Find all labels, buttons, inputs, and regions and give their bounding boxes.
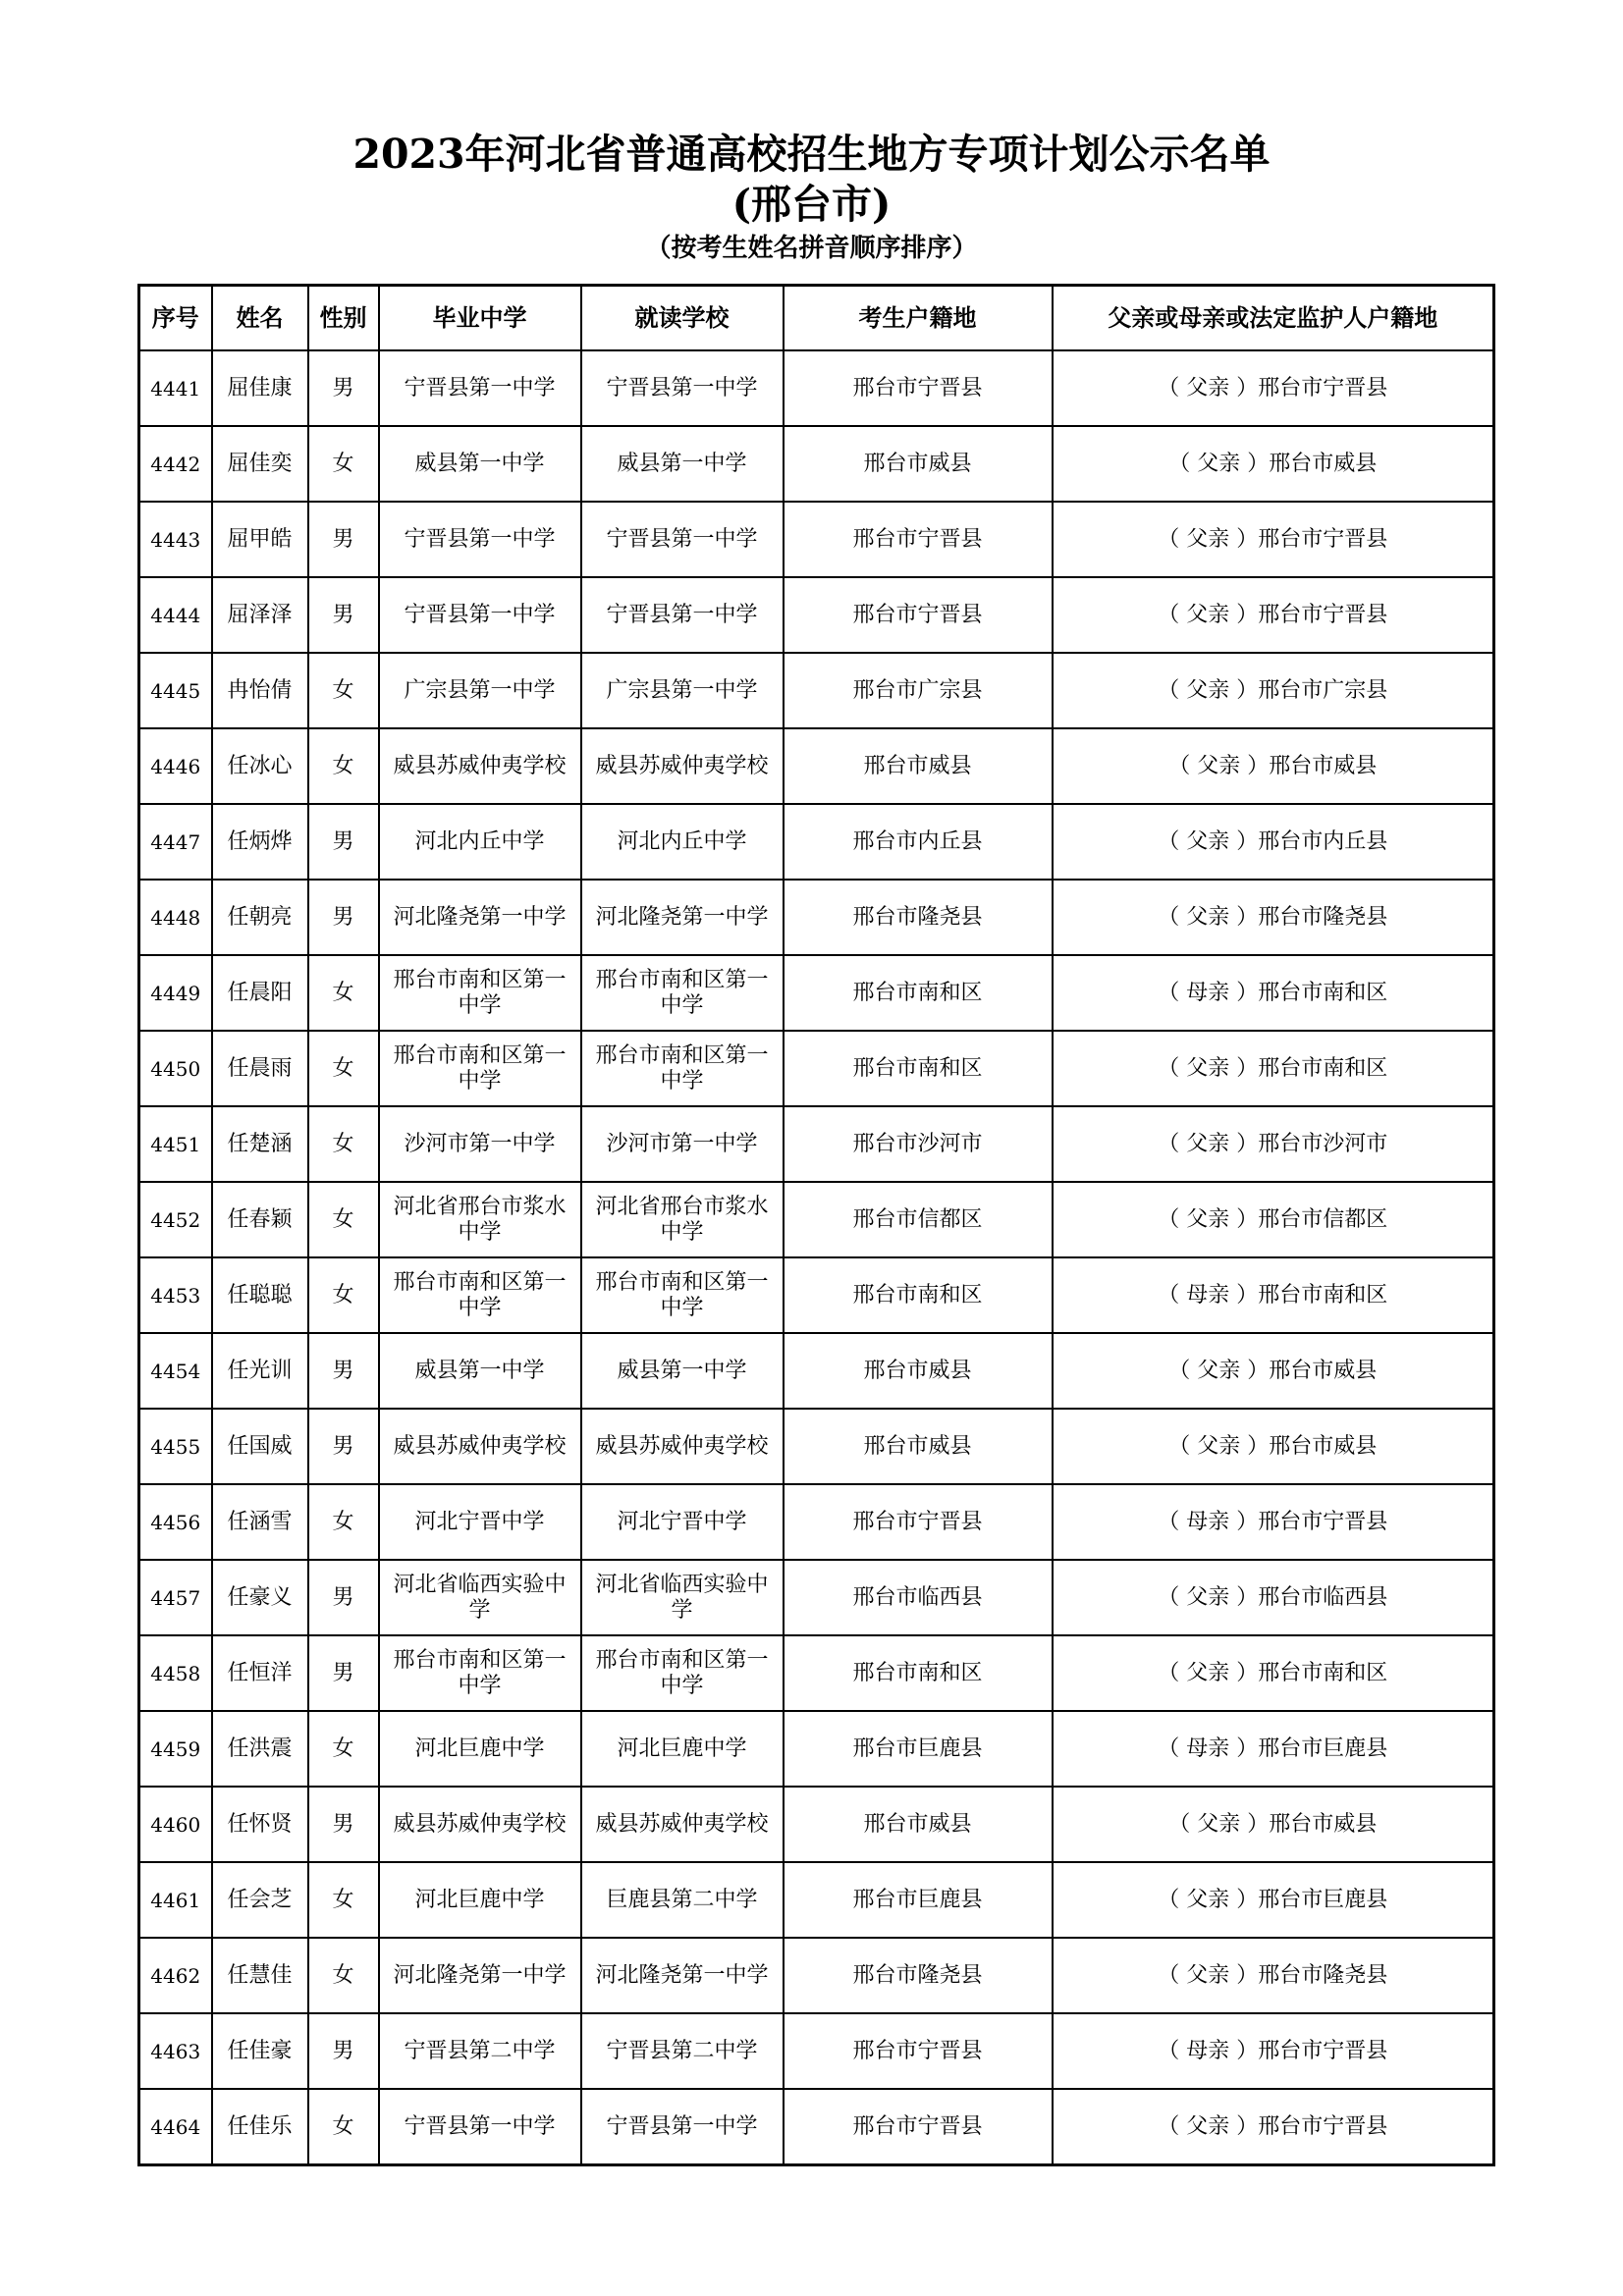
cell-name: 任冰心	[212, 728, 308, 804]
cell-guardian-registration: （ 父亲 ）邢台市宁晋县	[1053, 2089, 1494, 2165]
table-row	[139, 2089, 1494, 2165]
table-row	[139, 1257, 1494, 1333]
cell-household-registration: 邢台市信都区	[784, 1182, 1053, 1257]
cell-gender: 男	[308, 502, 379, 577]
header-name: 姓名	[212, 286, 308, 351]
cell-gender: 男	[308, 2013, 379, 2089]
cell-current-school: 沙河市第一中学	[581, 1106, 784, 1182]
cell-seq: 4442	[139, 426, 212, 502]
cell-gender: 男	[308, 350, 379, 426]
cell-graduation-school: 邢台市南和区第一中学	[379, 1257, 581, 1333]
cell-seq: 4459	[139, 1711, 212, 1787]
cell-current-school: 宁晋县第一中学	[581, 350, 784, 426]
table-row	[139, 728, 1494, 804]
cell-name: 任佳乐	[212, 2089, 308, 2165]
cell-gender: 女	[308, 653, 379, 728]
cell-graduation-school: 威县苏威仲夷学校	[379, 1409, 581, 1484]
table-row	[139, 426, 1494, 502]
cell-seq: 4458	[139, 1635, 212, 1711]
cell-gender: 男	[308, 1409, 379, 1484]
cell-gender: 女	[308, 955, 379, 1031]
table-row	[139, 577, 1494, 653]
cell-graduation-school: 宁晋县第一中学	[379, 502, 581, 577]
table-row	[139, 1787, 1494, 1862]
table-row	[139, 350, 1494, 426]
cell-graduation-school: 河北内丘中学	[379, 804, 581, 880]
cell-seq: 4463	[139, 2013, 212, 2089]
document-subtitle: (邢台市)	[731, 181, 892, 228]
cell-graduation-school: 宁晋县第一中学	[379, 2089, 581, 2165]
cell-guardian-registration: （ 母亲 ）邢台市巨鹿县	[1053, 1711, 1494, 1787]
cell-graduation-school: 邢台市南和区第一中学	[379, 1031, 581, 1106]
cell-household-registration: 邢台市威县	[784, 1409, 1053, 1484]
cell-name: 任怀贤	[212, 1787, 308, 1862]
table-row	[139, 880, 1494, 955]
cell-household-registration: 邢台市威县	[784, 426, 1053, 502]
cell-graduation-school: 邢台市南和区第一中学	[379, 1635, 581, 1711]
cell-graduation-school: 河北宁晋中学	[379, 1484, 581, 1560]
cell-graduation-school: 邢台市南和区第一中学	[379, 955, 581, 1031]
cell-gender: 女	[308, 1257, 379, 1333]
cell-seq: 4445	[139, 653, 212, 728]
cell-current-school: 邢台市南和区第一中学	[581, 955, 784, 1031]
cell-graduation-school: 宁晋县第二中学	[379, 2013, 581, 2089]
cell-graduation-school: 沙河市第一中学	[379, 1106, 581, 1182]
cell-current-school: 河北宁晋中学	[581, 1484, 784, 1560]
cell-seq: 4447	[139, 804, 212, 880]
cell-guardian-registration: （ 母亲 ）邢台市宁晋县	[1053, 1484, 1494, 1560]
header-gender: 性别	[308, 286, 379, 351]
cell-seq: 4452	[139, 1182, 212, 1257]
cell-seq: 4462	[139, 1938, 212, 2013]
cell-household-registration: 邢台市南和区	[784, 1257, 1053, 1333]
cell-gender: 男	[308, 1635, 379, 1711]
cell-gender: 男	[308, 577, 379, 653]
table-row	[139, 653, 1494, 728]
cell-household-registration: 邢台市巨鹿县	[784, 1711, 1053, 1787]
cell-seq: 4456	[139, 1484, 212, 1560]
cell-name: 任涵雪	[212, 1484, 308, 1560]
header-current-school: 就读学校	[581, 286, 784, 351]
cell-household-registration: 邢台市隆尧县	[784, 1938, 1053, 2013]
cell-gender: 女	[308, 1862, 379, 1938]
table-row	[139, 2013, 1494, 2089]
table-row	[139, 1333, 1494, 1409]
cell-guardian-registration: （ 父亲 ）邢台市广宗县	[1053, 653, 1494, 728]
cell-current-school: 威县苏威仲夷学校	[581, 728, 784, 804]
cell-name: 任晨阳	[212, 955, 308, 1031]
cell-name: 任洪震	[212, 1711, 308, 1787]
table-row	[139, 1106, 1494, 1182]
cell-current-school: 巨鹿县第二中学	[581, 1862, 784, 1938]
cell-household-registration: 邢台市威县	[784, 728, 1053, 804]
cell-seq: 4450	[139, 1031, 212, 1106]
cell-current-school: 宁晋县第二中学	[581, 2013, 784, 2089]
student-list-table	[137, 284, 1495, 2166]
table-row	[139, 1182, 1494, 1257]
cell-gender: 女	[308, 426, 379, 502]
header-seq: 序号	[139, 286, 212, 351]
cell-name: 任国威	[212, 1409, 308, 1484]
cell-guardian-registration: （ 父亲 ）邢台市隆尧县	[1053, 880, 1494, 955]
cell-seq: 4455	[139, 1409, 212, 1484]
cell-name: 冉怡倩	[212, 653, 308, 728]
cell-household-registration: 邢台市内丘县	[784, 804, 1053, 880]
cell-name: 任佳豪	[212, 2013, 308, 2089]
cell-household-registration: 邢台市宁晋县	[784, 1484, 1053, 1560]
cell-graduation-school: 威县第一中学	[379, 426, 581, 502]
cell-current-school: 宁晋县第一中学	[581, 577, 784, 653]
cell-household-registration: 邢台市临西县	[784, 1560, 1053, 1635]
cell-gender: 女	[308, 1484, 379, 1560]
table-row	[139, 1409, 1494, 1484]
table-body	[139, 350, 1494, 2165]
cell-graduation-school: 宁晋县第一中学	[379, 350, 581, 426]
cell-name: 任聪聪	[212, 1257, 308, 1333]
cell-gender: 女	[308, 2089, 379, 2165]
cell-household-registration: 邢台市南和区	[784, 955, 1053, 1031]
cell-current-school: 河北隆尧第一中学	[581, 880, 784, 955]
cell-graduation-school: 宁晋县第一中学	[379, 577, 581, 653]
cell-guardian-registration: （ 父亲 ）邢台市临西县	[1053, 1560, 1494, 1635]
cell-current-school: 威县第一中学	[581, 1333, 784, 1409]
cell-seq: 4443	[139, 502, 212, 577]
cell-gender: 男	[308, 1787, 379, 1862]
cell-guardian-registration: （ 父亲 ）邢台市信都区	[1053, 1182, 1494, 1257]
cell-gender: 女	[308, 1031, 379, 1106]
cell-graduation-school: 威县第一中学	[379, 1333, 581, 1409]
cell-gender: 女	[308, 1938, 379, 2013]
cell-name: 任炳烨	[212, 804, 308, 880]
cell-gender: 男	[308, 880, 379, 955]
cell-graduation-school: 河北隆尧第一中学	[379, 1938, 581, 2013]
cell-current-school: 宁晋县第一中学	[581, 502, 784, 577]
cell-name: 任楚涵	[212, 1106, 308, 1182]
cell-seq: 4464	[139, 2089, 212, 2165]
table-row	[139, 1635, 1494, 1711]
cell-household-registration: 邢台市沙河市	[784, 1106, 1053, 1182]
cell-seq: 4457	[139, 1560, 212, 1635]
cell-current-school: 河北隆尧第一中学	[581, 1938, 784, 2013]
cell-graduation-school: 威县苏威仲夷学校	[379, 1787, 581, 1862]
sort-note: （按考生姓名拼音顺序排序）	[645, 234, 978, 263]
table-row	[139, 1031, 1494, 1106]
cell-graduation-school: 河北隆尧第一中学	[379, 880, 581, 955]
cell-graduation-school: 河北巨鹿中学	[379, 1711, 581, 1787]
cell-name: 任晨雨	[212, 1031, 308, 1106]
cell-name: 屈泽泽	[212, 577, 308, 653]
cell-name: 任会芝	[212, 1862, 308, 1938]
cell-current-school: 河北省临西实验中学	[581, 1560, 784, 1635]
cell-guardian-registration: （ 父亲 ）邢台市南和区	[1053, 1635, 1494, 1711]
cell-current-school: 威县苏威仲夷学校	[581, 1787, 784, 1862]
cell-guardian-registration: （ 父亲 ）邢台市威县	[1053, 1409, 1494, 1484]
cell-name: 屈佳奕	[212, 426, 308, 502]
cell-gender: 男	[308, 1333, 379, 1409]
cell-current-school: 威县第一中学	[581, 426, 784, 502]
cell-household-registration: 邢台市威县	[784, 1787, 1053, 1862]
table-row	[139, 1938, 1494, 2013]
cell-graduation-school: 河北巨鹿中学	[379, 1862, 581, 1938]
cell-gender: 女	[308, 1711, 379, 1787]
cell-guardian-registration: （ 母亲 ）邢台市南和区	[1053, 1257, 1494, 1333]
cell-household-registration: 邢台市宁晋县	[784, 350, 1053, 426]
cell-gender: 男	[308, 804, 379, 880]
cell-current-school: 河北巨鹿中学	[581, 1711, 784, 1787]
cell-name: 任光训	[212, 1333, 308, 1409]
cell-current-school: 广宗县第一中学	[581, 653, 784, 728]
cell-gender: 女	[308, 728, 379, 804]
cell-name: 任慧佳	[212, 1938, 308, 2013]
cell-guardian-registration: （ 父亲 ）邢台市隆尧县	[1053, 1938, 1494, 2013]
cell-seq: 4460	[139, 1787, 212, 1862]
document-title: 2023年河北省普通高校招生地方专项计划公示名单	[352, 131, 1271, 178]
cell-household-registration: 邢台市巨鹿县	[784, 1862, 1053, 1938]
table-row	[139, 1862, 1494, 1938]
cell-name: 任恒洋	[212, 1635, 308, 1711]
header-household-registration: 考生户籍地	[784, 286, 1053, 351]
cell-guardian-registration: （ 父亲 ）邢台市内丘县	[1053, 804, 1494, 880]
cell-seq: 4448	[139, 880, 212, 955]
cell-seq: 4446	[139, 728, 212, 804]
cell-current-school: 河北省邢台市浆水中学	[581, 1182, 784, 1257]
cell-name: 任春颖	[212, 1182, 308, 1257]
cell-seq: 4453	[139, 1257, 212, 1333]
cell-seq: 4451	[139, 1106, 212, 1182]
table-row	[139, 955, 1494, 1031]
cell-seq: 4461	[139, 1862, 212, 1938]
cell-household-registration: 邢台市隆尧县	[784, 880, 1053, 955]
table-row	[139, 1560, 1494, 1635]
cell-guardian-registration: （ 父亲 ）邢台市威县	[1053, 1787, 1494, 1862]
cell-current-school: 河北内丘中学	[581, 804, 784, 880]
cell-guardian-registration: （ 父亲 ）邢台市宁晋县	[1053, 502, 1494, 577]
cell-guardian-registration: （ 父亲 ）邢台市威县	[1053, 728, 1494, 804]
table-row	[139, 1711, 1494, 1787]
cell-household-registration: 邢台市南和区	[784, 1031, 1053, 1106]
cell-name: 屈甲皓	[212, 502, 308, 577]
cell-household-registration: 邢台市广宗县	[784, 653, 1053, 728]
cell-current-school: 威县苏威仲夷学校	[581, 1409, 784, 1484]
cell-seq: 4441	[139, 350, 212, 426]
cell-current-school: 邢台市南和区第一中学	[581, 1635, 784, 1711]
cell-guardian-registration: （ 父亲 ）邢台市宁晋县	[1053, 350, 1494, 426]
cell-household-registration: 邢台市威县	[784, 1333, 1053, 1409]
cell-current-school: 宁晋县第一中学	[581, 2089, 784, 2165]
cell-graduation-school: 威县苏威仲夷学校	[379, 728, 581, 804]
cell-graduation-school: 河北省临西实验中学	[379, 1560, 581, 1635]
cell-gender: 男	[308, 1560, 379, 1635]
cell-current-school: 邢台市南和区第一中学	[581, 1031, 784, 1106]
cell-guardian-registration: （ 父亲 ）邢台市威县	[1053, 1333, 1494, 1409]
cell-guardian-registration: （ 父亲 ）邢台市宁晋县	[1053, 577, 1494, 653]
cell-gender: 女	[308, 1182, 379, 1257]
cell-household-registration: 邢台市宁晋县	[784, 2013, 1053, 2089]
cell-seq: 4444	[139, 577, 212, 653]
cell-guardian-registration: （ 父亲 ）邢台市巨鹿县	[1053, 1862, 1494, 1938]
cell-household-registration: 邢台市南和区	[784, 1635, 1053, 1711]
table-row	[139, 502, 1494, 577]
cell-name: 任豪义	[212, 1560, 308, 1635]
cell-graduation-school: 广宗县第一中学	[379, 653, 581, 728]
cell-guardian-registration: （ 父亲 ）邢台市南和区	[1053, 1031, 1494, 1106]
cell-name: 任朝亮	[212, 880, 308, 955]
cell-graduation-school: 河北省邢台市浆水中学	[379, 1182, 581, 1257]
cell-guardian-registration: （ 母亲 ）邢台市宁晋县	[1053, 2013, 1494, 2089]
cell-guardian-registration: （ 父亲 ）邢台市威县	[1053, 426, 1494, 502]
table-header-row	[139, 286, 1494, 351]
cell-household-registration: 邢台市宁晋县	[784, 2089, 1053, 2165]
cell-current-school: 邢台市南和区第一中学	[581, 1257, 784, 1333]
cell-guardian-registration: （ 父亲 ）邢台市沙河市	[1053, 1106, 1494, 1182]
cell-guardian-registration: （ 母亲 ）邢台市南和区	[1053, 955, 1494, 1031]
table-row	[139, 804, 1494, 880]
header-guardian-registration: 父亲或母亲或法定监护人户籍地	[1053, 286, 1494, 351]
cell-seq: 4449	[139, 955, 212, 1031]
cell-gender: 女	[308, 1106, 379, 1182]
cell-name: 屈佳康	[212, 350, 308, 426]
cell-household-registration: 邢台市宁晋县	[784, 502, 1053, 577]
cell-household-registration: 邢台市宁晋县	[784, 577, 1053, 653]
table-row	[139, 1484, 1494, 1560]
header-graduation-school: 毕业中学	[379, 286, 581, 351]
cell-seq: 4454	[139, 1333, 212, 1409]
